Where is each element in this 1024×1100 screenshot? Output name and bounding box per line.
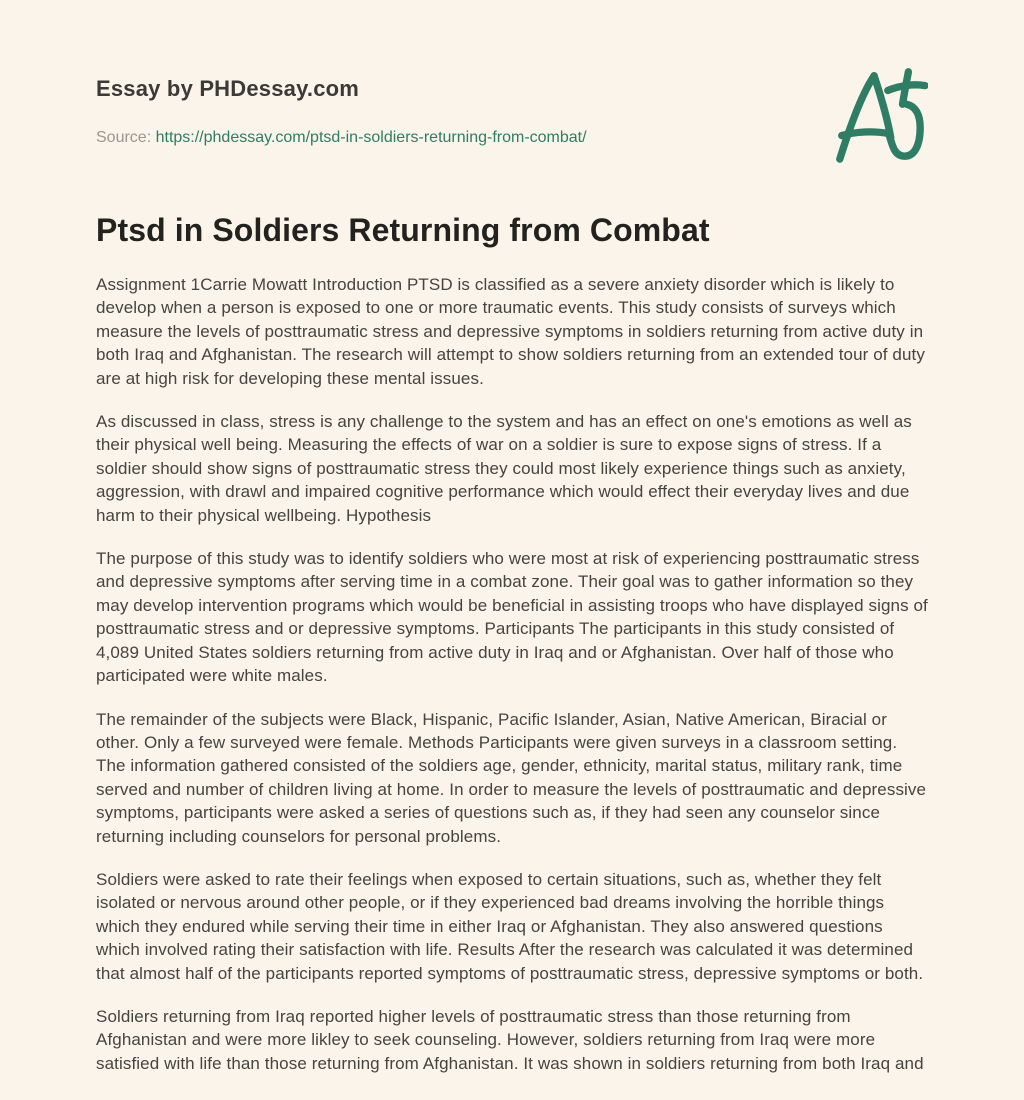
essay-paragraph: Soldiers returning from Iraq reported higher levels of posttraumatic stress than those returning from Afghanistan and were more likley to seek counseling. However, soldiers returning from Iraq were more satisfied with life than those returning from Afghanistan. It was shown in soldiers returning from both Iraq and bbox=[96, 1006, 924, 1073]
essay-paragraph: Soldiers were asked to rate their feelings when exposed to certain situations, such as, whether they felt isolated or nervous around other people, or if they experienced bad dreams involving the horrible things which they endured while serving their time in either Iraq or Afghanistan. They also answered questions which involved rating their satisfaction with life. Results After the research was calculated it was determined that almost half of the participants reported symptoms of posttraumatic stress, depressive symptoms or both. bbox=[96, 869, 924, 983]
essay-paragraph: Assignment 1Carrie Mowatt Introduction PTSD is classified as a severe anxiety disorder which is likely to develop when a person is exposed to one or more traumatic events. This study consists of surveys which measure the levels of posttraumatic stress and depressive symptoms in soldiers returning from active duty in both Iraq and Afghanistan. The research will attempt to show soldiers returning from an extended tour of duty are at high risk for developing these mental issues. bbox=[96, 275, 925, 388]
page-title: Ptsd in Soldiers Returning from Combat bbox=[96, 212, 710, 248]
essay-paragraph: The purpose of this study was to identify soldiers who were most at risk of experiencing posttraumatic stress and depressive symptoms after serving time in a combat zone. Their goal was to gather information so they may develop intervention programs which would be beneficial in assisting troops who have displayed signs of posttraumatic stress and or depressive symptoms. Participants The participants in this study consisted of 4,089 United States soldiers returning from active duty in Iraq and or Afghanistan. Over half of those who participated were white males. bbox=[96, 549, 928, 686]
source-link[interactable]: https://phdessay.com/ptsd-in-soldiers-returning-from-combat/ bbox=[155, 129, 587, 146]
essay-body bbox=[96, 273, 928, 1075]
a-plus-logo-icon bbox=[830, 64, 928, 164]
essay-paragraph: As discussed in class, stress is any challenge to the system and has an effect on one's emotions as well as their physical well being. Measuring the effects of war on a soldier is sure to expose signs of stress. If a soldier should show signs of posttraumatic stress they could most likely experience things such as anxiety, aggression, with drawl and impaired cognitive performance which would effect their everyday lives and due harm to their physical wellbeing. Hypothesis bbox=[96, 412, 912, 525]
essay-paragraph: The remainder of the subjects were Black, Hispanic, Pacific Islander, Asian, Native American, Biracial or other. Only a few surveyed were female. Methods Participants were given surveys in a classroom setting. The information gathered consisted of the soldiers age, gender, ethnicity, marital status, military rank, time served and number of children living at home. In order to measure the levels of posttraumatic and depressive symptoms, participants were asked a series of questions such as, if they had seen any counselor since returning including counselors for personal problems. bbox=[96, 709, 927, 846]
source-line bbox=[96, 129, 928, 147]
essay-byline: Essay by PHDessay.com bbox=[96, 76, 360, 101]
source-label: Source: bbox=[96, 129, 152, 146]
